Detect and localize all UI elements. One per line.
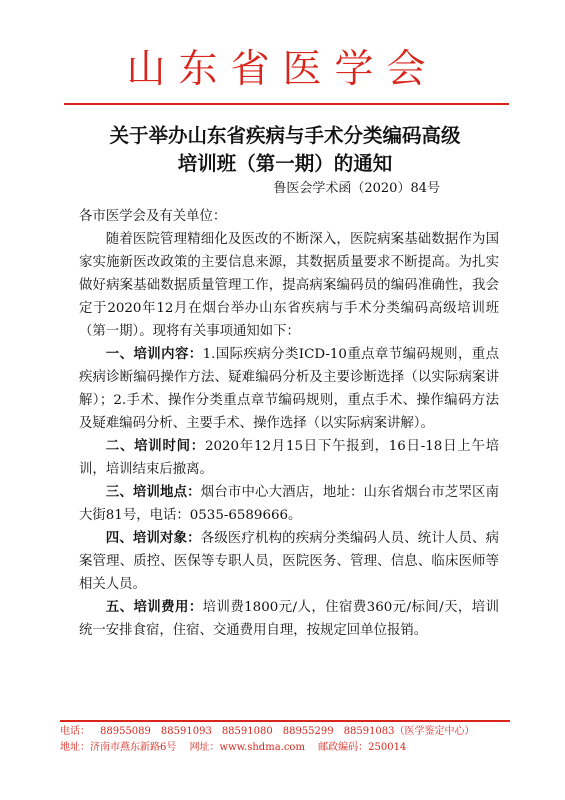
section-text: 培训费1800元/人，住宿费360元/标间/天，培训统一安排食宿，住宿、交通费用自理，按规定回单位报销。 [79,600,499,638]
phone-number: 88955089 [100,726,151,737]
phone-number: 88591080 [221,726,273,737]
notice-title-line-1: 关于举办山东省疾病与手术分类编码高级 [109,124,461,147]
section-time [79,435,499,481]
phone-number: 88591083（医学鉴定中心） [343,726,475,737]
footer-divider [60,720,510,722]
section-label: 四、培训对象： [105,531,201,546]
footer-website: 网址：www.shdma.com [189,742,305,753]
section-text: 1.国际疾病分类ICD-10重点章节编码规则，重点疾病诊断编码操作方法、疑难编码分析及主要诊断选择（以实际病案讲解）；2.手术、操作分类重点章节编码规则，重点手术、操作编码方法及疑难编码分析、主要手术、操作选择（以实际病案讲解）。 [79,347,500,431]
notice-title-line-2: 培训班（第一期）的通知 [177,152,393,175]
letterhead-footer [60,720,510,756]
phone-number: 88591093 [160,726,212,737]
intro-paragraph: 随着医院管理精细化及医改的不断深入，医院病案基础数据作为国家实施新医改政策的主要信息来源，其数据质量要求不断提高。为扎实做好病案基础数据质量管理工作，提高病案编码员的编码准确性，我会定于2020年12月在烟台举办山东省疾病与手术分类编码高级培训班（第一期）。现将有关事项通知如下： [79,232,499,339]
masthead-title: 山东省医学会 [126,47,439,92]
section-text: 各级医疗机构的疾病分类编码人员、统计人员、病案管理、质控、医保等专职人员，医院医务、管理、信息、临床医师等相关人员。 [79,531,499,592]
section-fees [79,596,499,642]
section-text: 烟台市中心大酒店，地址：山东省烟台市芝罘区南大街81号，电话：0535-6589666。 [79,485,499,523]
phone-label: 电话： [60,726,90,737]
phone-number: 88955299 [282,726,334,737]
salutation: 各市医学会及有关单位： [79,209,227,224]
footer-phones [60,724,510,740]
section-label: 二、培训时间： [105,439,205,454]
section-content [79,343,499,435]
section-location [79,481,499,527]
footer-address: 地址：济南市燕东新路6号 [60,742,177,753]
section-label: 五、培训费用： [105,600,203,615]
footer-contact [60,740,510,756]
section-audience [79,527,499,596]
masthead-divider [64,103,509,105]
notice-title [60,122,510,178]
section-text: 2020年12月15日下午报到，16日-18日上午培训，培训结束后撤离。 [79,439,499,477]
document-number: 鲁医会学术函（2020）84号 [273,181,440,196]
footer-postcode: 邮政编码：250014 [318,742,407,753]
notice-body [79,205,499,642]
section-label: 三、培训地点： [105,485,201,500]
section-label: 一、培训内容： [105,347,203,362]
